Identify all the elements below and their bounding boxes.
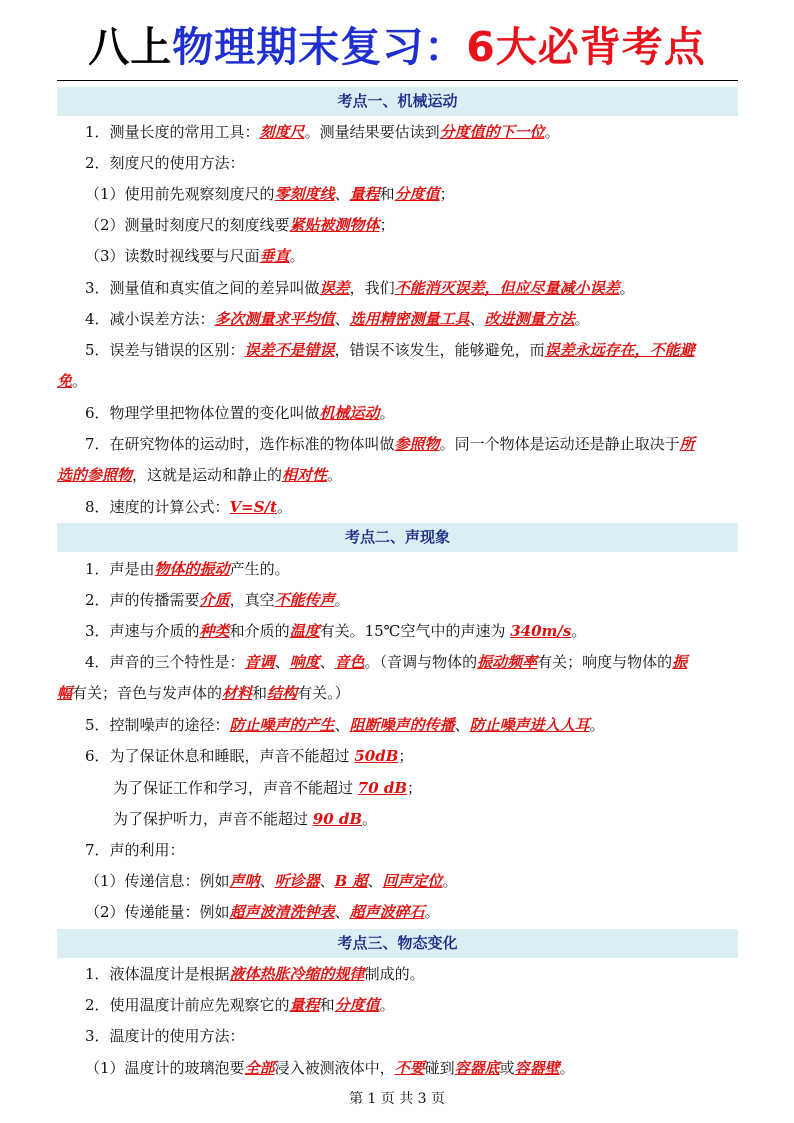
text-segment: 有关；响度与物体的: [537, 653, 673, 671]
text-segment: 。: [589, 716, 605, 734]
answer-text: 容器壁: [514, 1059, 560, 1077]
text-segment: 。: [424, 903, 440, 921]
text-segment: 、: [319, 653, 335, 671]
text-line: [85, 590, 350, 610]
text-segment: 。: [544, 123, 560, 141]
answer-text: 音调: [244, 653, 275, 671]
text-segment: 。: [72, 372, 88, 390]
answer-text: 响度: [289, 653, 320, 671]
answer-text: 选的参照物: [57, 466, 133, 484]
title-part1: 八上: [88, 23, 173, 71]
answer-text: 70 dB: [357, 779, 408, 797]
answer-text: 分度值的下一位: [439, 123, 545, 141]
text-segment: ，这就是运动和静止的: [132, 466, 283, 484]
text-segment: 和: [379, 185, 395, 203]
text-segment: 。同一个物体是运动还是静止取决于: [439, 435, 680, 453]
answer-text: 种类: [199, 622, 230, 640]
answer-text: 听诊器: [274, 872, 320, 890]
text-segment: ；: [439, 185, 455, 203]
answer-text: 50dB: [354, 747, 399, 765]
answer-text: 温度: [289, 622, 320, 640]
text-segment: 。测量结果要估读到: [304, 123, 440, 141]
answer-text: V=S/t: [229, 498, 277, 516]
text-line: [113, 809, 377, 829]
answer-text: 相对性: [282, 466, 328, 484]
text-segment: ；: [379, 216, 395, 234]
answer-text: 结构: [267, 684, 298, 702]
text-line: [85, 995, 395, 1015]
answer-text: 防止噪声进入人耳: [469, 716, 590, 734]
answer-text: 参照物: [394, 435, 440, 453]
title-divider: [57, 80, 738, 81]
text-segment: （2）传递能量：例如: [85, 903, 230, 921]
text-segment: 2．声的传播需要: [85, 591, 200, 609]
answer-text: 机械运动: [319, 404, 380, 422]
text-line: [85, 122, 560, 142]
title-part3: 6大必背考点: [466, 23, 706, 71]
text-line: [85, 559, 290, 579]
text-segment: 3．声速与介质的: [85, 622, 200, 640]
answer-text: 90 dB: [312, 810, 363, 828]
text-line: [85, 278, 635, 298]
text-segment: 4．减小误差方法：: [85, 310, 215, 328]
text-line: [85, 184, 455, 204]
section-heading: 考点一、机械运动: [57, 87, 738, 116]
answer-text: 分度值: [334, 996, 380, 1014]
text-segment: （1）传递信息：例如: [85, 872, 230, 890]
answer-text: 不能传声: [274, 591, 335, 609]
text-segment: ；: [407, 779, 423, 797]
text-segment: 浸入被测液体中，: [274, 1059, 395, 1077]
answer-text: 振: [672, 653, 688, 671]
text-segment: 2．使用温度计前应先观察它的: [85, 996, 290, 1014]
text-segment: 8．速度的计算公式：: [85, 498, 230, 516]
text-line: [85, 840, 185, 860]
text-line: [113, 778, 422, 798]
text-line: [85, 340, 695, 360]
answer-text: 量程: [349, 185, 380, 203]
text-segment: 。: [289, 247, 305, 265]
page-title: [0, 14, 794, 73]
text-segment: 、: [454, 716, 470, 734]
answer-text: 零刻度线: [274, 185, 335, 203]
text-segment: 有关；音色与发声体的: [72, 684, 223, 702]
text-segment: （3）读数时视线要与尺面: [85, 247, 260, 265]
text-segment: 5．误差与错误的区别：: [85, 341, 245, 359]
answer-text: 音色: [334, 653, 365, 671]
text-segment: 和: [319, 996, 335, 1014]
text-line: [85, 309, 590, 329]
text-segment: （1）温度计的玻璃泡要: [85, 1059, 245, 1077]
section-heading: 考点三、物态变化: [57, 929, 738, 958]
answer-text: 振动频率: [477, 653, 538, 671]
text-line: [85, 1026, 245, 1046]
answer-text: B 超: [334, 872, 368, 890]
answer-text: 全部: [244, 1059, 275, 1077]
text-line: [85, 715, 605, 735]
page-footer: 第 1 页 共 3 页: [348, 1091, 446, 1107]
answer-text: 物体的振动: [154, 560, 230, 578]
answer-text: 误差不是错误: [244, 341, 335, 359]
answer-text: 防止噪声的产生: [229, 716, 335, 734]
text-segment: 1．声是由: [85, 560, 155, 578]
text-segment: 碰到: [424, 1059, 455, 1077]
text-segment: 为了保证工作和学习，声音不能超过: [113, 779, 358, 797]
text-segment: ，错误不该发生，能够避免，而: [334, 341, 545, 359]
text-line: [85, 902, 440, 922]
text-segment: 有关。15℃空气中的声速为: [319, 622, 511, 640]
answer-text: 介质: [199, 591, 230, 609]
text-line: [85, 871, 458, 891]
answer-text: 不能消灭误差，但应尽量减小误差: [394, 279, 620, 297]
text-segment: 2．刻度尺的使用方法：: [85, 154, 245, 172]
text-segment: 、: [469, 310, 485, 328]
text-segment: 和介质的: [229, 622, 290, 640]
text-segment: 。（音调与物体的: [364, 653, 478, 671]
text-segment: （1）使用前先观察刻度尺的: [85, 185, 275, 203]
text-line: [57, 465, 342, 485]
text-segment: 7．声的利用：: [85, 841, 185, 859]
text-line: [85, 434, 695, 454]
answer-text: 容器底: [454, 1059, 500, 1077]
text-segment: 、: [334, 716, 350, 734]
answer-text: 回声定位: [382, 872, 443, 890]
answer-text: 分度值: [394, 185, 440, 203]
text-segment: 1．液体温度计是根据: [85, 965, 230, 983]
text-segment: 。: [559, 1059, 575, 1077]
text-line: [85, 153, 245, 173]
text-line: [85, 403, 395, 423]
text-segment: 。: [442, 872, 458, 890]
answer-text: 刻度尺: [259, 123, 305, 141]
text-segment: 有关。）: [297, 684, 350, 702]
answer-text: 选用精密测量工具: [349, 310, 470, 328]
text-segment: 。: [571, 622, 587, 640]
text-segment: 3．测量值和真实值之间的差异叫做: [85, 279, 320, 297]
answer-text: 误差永远存在，不能避: [544, 341, 695, 359]
text-line: [57, 683, 350, 703]
answer-text: 改进测量方法: [484, 310, 575, 328]
text-segment: 。: [379, 996, 395, 1014]
text-segment: ，我们: [349, 279, 395, 297]
answer-text: 垂直: [259, 247, 290, 265]
text-segment: 产生的。: [229, 560, 290, 578]
text-segment: 。: [334, 591, 350, 609]
text-segment: 。: [277, 498, 293, 516]
answer-text: 误差: [319, 279, 350, 297]
text-segment: 4．声音的三个特性是：: [85, 653, 245, 671]
answer-text: 340m/s: [510, 622, 572, 640]
text-segment: 、: [334, 903, 350, 921]
text-segment: 和: [252, 684, 268, 702]
text-segment: ；: [398, 747, 414, 765]
answer-text: 液体热胀冷缩的规律: [229, 965, 365, 983]
text-line: [85, 1058, 575, 1078]
text-line: [85, 964, 425, 984]
text-segment: 6．为了保证休息和睡眠，声音不能超过: [85, 747, 355, 765]
text-segment: 。: [619, 279, 635, 297]
section-heading: 考点二、声现象: [57, 523, 738, 552]
answer-text: 多次测量求平均值: [214, 310, 335, 328]
text-segment: 6．物理学里把物体位置的变化叫做: [85, 404, 320, 422]
text-line: [85, 215, 395, 235]
answer-text: 超声波碎石: [349, 903, 425, 921]
answer-text: 量程: [289, 996, 320, 1014]
title-part2: 物理期末复习：: [172, 23, 467, 71]
text-line: [57, 371, 87, 391]
text-line: [85, 497, 292, 517]
answer-text: 所: [679, 435, 695, 453]
text-segment: 、: [274, 653, 290, 671]
text-line: [85, 246, 305, 266]
answer-text: 声呐: [229, 872, 260, 890]
text-segment: 、: [259, 872, 275, 890]
text-line: [85, 746, 413, 766]
text-segment: 。: [327, 466, 343, 484]
text-segment: 。: [574, 310, 590, 328]
answer-text: 紧贴被测物体: [289, 216, 380, 234]
answer-text: 材料: [222, 684, 253, 702]
text-segment: 、: [367, 872, 383, 890]
text-segment: 、: [334, 310, 350, 328]
text-segment: （2）测量时刻度尺的刻度线要: [85, 216, 290, 234]
text-segment: 1．测量长度的常用工具：: [85, 123, 260, 141]
text-segment: 制成的。: [364, 965, 425, 983]
text-segment: 。: [379, 404, 395, 422]
answer-text: 超声波清洗钟表: [229, 903, 335, 921]
answer-text: 幅: [57, 684, 73, 702]
text-line: [85, 652, 687, 672]
answer-text: 不要: [394, 1059, 425, 1077]
answer-text: 阻断噪声的传播: [349, 716, 455, 734]
text-segment: 、: [319, 872, 335, 890]
answer-text: 免: [57, 372, 73, 390]
text-segment: 。: [362, 810, 378, 828]
text-segment: ，真空: [229, 591, 275, 609]
text-segment: 或: [499, 1059, 515, 1077]
text-segment: 、: [334, 185, 350, 203]
text-segment: 7．在研究物体的运动时，选作标准的物体叫做: [85, 435, 395, 453]
text-segment: 5．控制噪声的途径：: [85, 716, 230, 734]
text-segment: 为了保护听力，声音不能超过: [113, 810, 313, 828]
text-segment: 3．温度计的使用方法：: [85, 1027, 245, 1045]
text-line: [85, 621, 586, 641]
